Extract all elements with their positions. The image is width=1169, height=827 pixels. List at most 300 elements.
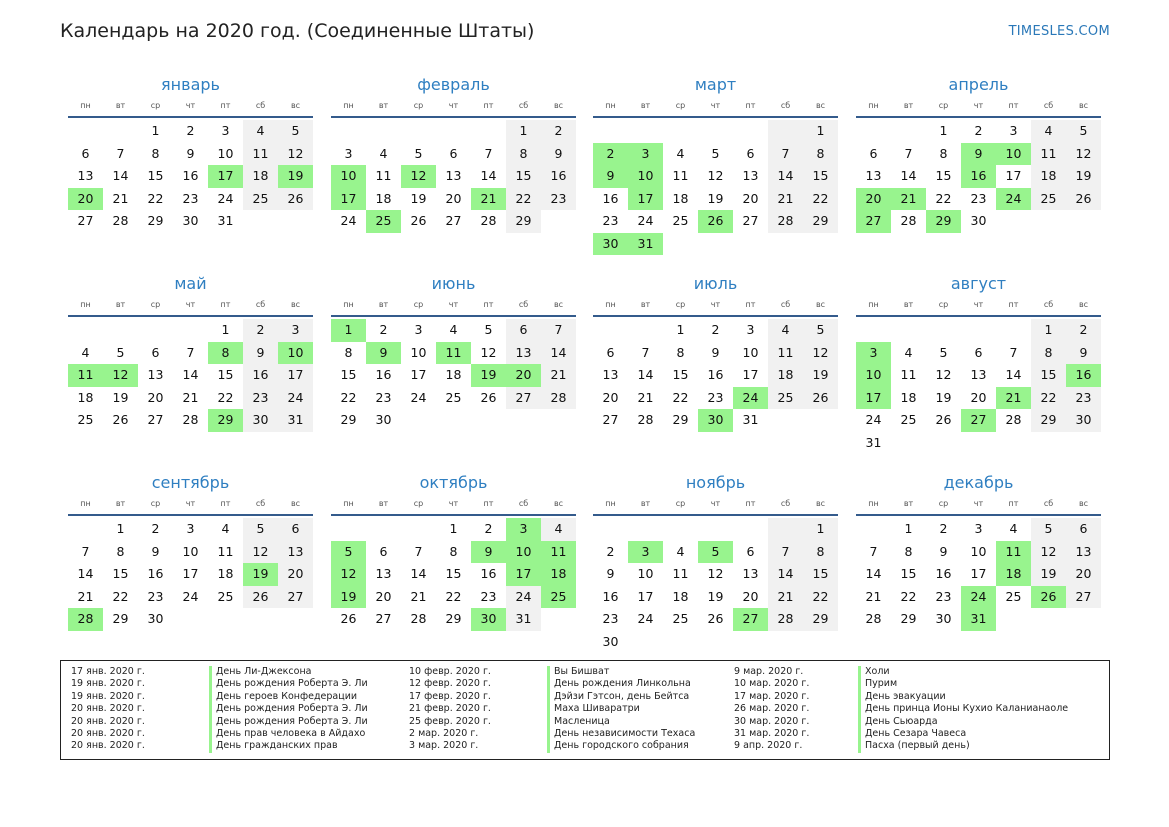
holiday-day[interactable]: 31 <box>961 608 996 631</box>
day-cell[interactable]: 21 <box>768 586 803 609</box>
day-cell[interactable]: 22 <box>217 389 234 405</box>
day-cell[interactable]: 24 <box>637 611 654 626</box>
holiday-day[interactable]: 17 <box>331 188 366 211</box>
day-cell[interactable]: 25 <box>77 412 94 427</box>
day-cell[interactable]: 8 <box>939 145 948 161</box>
day-cell[interactable]: 14 <box>410 566 427 581</box>
holiday-day[interactable]: 16 <box>1066 364 1101 387</box>
holiday-day[interactable]: 30 <box>698 409 733 432</box>
holiday-day[interactable]: 24 <box>733 387 768 410</box>
day-cell[interactable]: 23 <box>182 190 199 206</box>
day-cell[interactable]: 4 <box>1031 120 1066 143</box>
day-cell[interactable]: 9 <box>186 145 195 161</box>
day-cell[interactable]: 1 <box>116 521 125 536</box>
day-cell[interactable]: 12 <box>1066 143 1101 166</box>
day-cell[interactable]: 24 <box>865 412 882 427</box>
day-cell[interactable]: 22 <box>672 389 689 405</box>
day-cell[interactable]: 1 <box>939 123 948 138</box>
day-cell[interactable]: 8 <box>904 543 913 559</box>
day-cell[interactable]: 2 <box>243 319 278 342</box>
day-cell[interactable]: 21 <box>182 389 199 405</box>
day-cell[interactable]: 3 <box>344 145 353 161</box>
day-cell[interactable]: 12 <box>803 342 838 365</box>
holiday-day[interactable]: 12 <box>331 563 366 586</box>
holiday-day[interactable]: 3 <box>506 518 541 541</box>
holiday-day[interactable]: 8 <box>208 342 243 365</box>
day-cell[interactable]: 29 <box>147 213 164 228</box>
day-cell[interactable]: 8 <box>1031 342 1066 365</box>
day-cell[interactable]: 26 <box>480 389 497 405</box>
day-cell[interactable]: 23 <box>243 387 278 410</box>
day-cell[interactable]: 25 <box>768 387 803 410</box>
holiday-day[interactable]: 21 <box>471 188 506 211</box>
day-cell[interactable]: 11 <box>900 367 917 382</box>
day-cell[interactable]: 23 <box>935 588 952 604</box>
day-cell[interactable]: 19 <box>1066 165 1101 188</box>
holiday-day[interactable]: 31 <box>628 233 663 256</box>
day-cell[interactable]: 8 <box>116 543 125 559</box>
day-cell[interactable]: 21 <box>410 588 427 604</box>
day-cell[interactable]: 24 <box>217 190 234 206</box>
day-cell[interactable]: 21 <box>768 188 803 211</box>
holiday-day[interactable]: 10 <box>856 364 891 387</box>
holiday-day[interactable]: 27 <box>856 210 891 233</box>
holiday-day[interactable]: 17 <box>628 188 663 211</box>
day-cell[interactable]: 11 <box>768 342 803 365</box>
day-cell[interactable]: 17 <box>637 588 654 604</box>
day-cell[interactable]: 31 <box>742 412 759 427</box>
day-cell[interactable]: 11 <box>375 168 392 183</box>
day-cell[interactable]: 28 <box>1005 412 1022 427</box>
holiday-day[interactable]: 18 <box>996 563 1031 586</box>
day-cell[interactable]: 4 <box>768 319 803 342</box>
day-cell[interactable]: 18 <box>375 190 392 206</box>
day-cell[interactable]: 7 <box>904 145 913 161</box>
day-cell[interactable]: 2 <box>939 521 948 536</box>
holiday-day[interactable]: 1 <box>331 319 366 342</box>
day-cell[interactable]: 30 <box>375 412 392 427</box>
holiday-day[interactable]: 29 <box>208 409 243 432</box>
day-cell[interactable]: 28 <box>637 412 654 427</box>
holiday-day[interactable]: 19 <box>243 563 278 586</box>
day-cell[interactable]: 10 <box>410 344 427 360</box>
day-cell[interactable]: 23 <box>480 588 497 604</box>
day-cell[interactable]: 19 <box>707 588 724 604</box>
holiday-day[interactable]: 10 <box>506 541 541 564</box>
day-cell[interactable]: 4 <box>1009 521 1018 536</box>
holiday-day[interactable]: 21 <box>996 387 1031 410</box>
holiday-day[interactable]: 11 <box>996 541 1031 564</box>
day-cell[interactable]: 7 <box>869 543 878 559</box>
day-cell[interactable]: 11 <box>672 168 689 183</box>
day-cell[interactable]: 8 <box>676 344 685 360</box>
day-cell[interactable]: 2 <box>484 521 493 536</box>
day-cell[interactable]: 21 <box>541 364 576 387</box>
day-cell[interactable]: 17 <box>410 367 427 382</box>
day-cell[interactable]: 24 <box>182 588 199 604</box>
day-cell[interactable]: 13 <box>970 367 987 382</box>
day-cell[interactable]: 26 <box>707 611 724 626</box>
day-cell[interactable]: 7 <box>541 319 576 342</box>
day-cell[interactable]: 14 <box>1005 367 1022 382</box>
day-cell[interactable]: 18 <box>243 165 278 188</box>
day-cell[interactable]: 14 <box>768 165 803 188</box>
holiday-day[interactable]: 17 <box>208 165 243 188</box>
day-cell[interactable]: 4 <box>449 322 458 337</box>
day-cell[interactable]: 27 <box>445 213 462 228</box>
day-cell[interactable]: 13 <box>445 168 462 183</box>
day-cell[interactable]: 6 <box>746 543 755 559</box>
day-cell[interactable]: 17 <box>182 566 199 581</box>
day-cell[interactable]: 25 <box>672 213 689 228</box>
day-cell[interactable]: 16 <box>375 367 392 382</box>
day-cell[interactable]: 21 <box>112 190 129 206</box>
day-cell[interactable]: 2 <box>1066 319 1101 342</box>
holiday-day[interactable]: 3 <box>628 541 663 564</box>
day-cell[interactable]: 10 <box>637 566 654 581</box>
day-cell[interactable]: 18 <box>672 190 689 206</box>
day-cell[interactable]: 1 <box>803 518 838 541</box>
day-cell[interactable]: 18 <box>900 389 917 405</box>
day-cell[interactable]: 9 <box>541 143 576 166</box>
holiday-day[interactable]: 20 <box>68 188 103 211</box>
day-cell[interactable]: 16 <box>602 588 619 604</box>
holiday-day[interactable]: 11 <box>541 541 576 564</box>
day-cell[interactable]: 28 <box>865 611 882 626</box>
day-cell[interactable]: 20 <box>742 190 759 206</box>
holiday-day[interactable]: 12 <box>401 165 436 188</box>
holiday-day[interactable]: 26 <box>698 210 733 233</box>
day-cell[interactable]: 7 <box>641 344 650 360</box>
day-cell[interactable]: 23 <box>970 190 987 206</box>
day-cell[interactable]: 23 <box>541 188 576 211</box>
day-cell[interactable]: 25 <box>445 389 462 405</box>
day-cell[interactable]: 14 <box>541 342 576 365</box>
day-cell[interactable]: 7 <box>116 145 125 161</box>
day-cell[interactable]: 27 <box>77 213 94 228</box>
day-cell[interactable]: 2 <box>186 123 195 138</box>
day-cell[interactable]: 12 <box>243 541 278 564</box>
holiday-day[interactable]: 24 <box>996 188 1031 211</box>
day-cell[interactable]: 8 <box>151 145 160 161</box>
day-cell[interactable]: 25 <box>672 611 689 626</box>
day-cell[interactable]: 4 <box>379 145 388 161</box>
day-cell[interactable]: 8 <box>803 541 838 564</box>
day-cell[interactable]: 13 <box>375 566 392 581</box>
day-cell[interactable]: 12 <box>707 168 724 183</box>
day-cell[interactable]: 6 <box>1066 518 1101 541</box>
day-cell[interactable]: 12 <box>935 367 952 382</box>
day-cell[interactable]: 27 <box>602 412 619 427</box>
holiday-day[interactable]: 5 <box>331 541 366 564</box>
day-cell[interactable]: 10 <box>742 344 759 360</box>
day-cell[interactable]: 7 <box>768 143 803 166</box>
holiday-day[interactable]: 21 <box>891 188 926 211</box>
day-cell[interactable]: 16 <box>602 190 619 206</box>
site-link[interactable]: TIMESLES.COM <box>1008 24 1110 39</box>
day-cell[interactable]: 29 <box>445 611 462 626</box>
holiday-day[interactable]: 17 <box>856 387 891 410</box>
day-cell[interactable]: 5 <box>116 344 125 360</box>
day-cell[interactable]: 27 <box>375 611 392 626</box>
day-cell[interactable]: 25 <box>1005 588 1022 604</box>
day-cell[interactable]: 2 <box>711 322 720 337</box>
day-cell[interactable]: 3 <box>1009 123 1018 138</box>
day-cell[interactable]: 11 <box>243 143 278 166</box>
holiday-day[interactable]: 5 <box>698 541 733 564</box>
day-cell[interactable]: 15 <box>340 367 357 382</box>
holiday-day[interactable]: 20 <box>856 188 891 211</box>
day-cell[interactable]: 6 <box>449 145 458 161</box>
day-cell[interactable]: 9 <box>711 344 720 360</box>
holiday-day[interactable]: 9 <box>366 342 401 365</box>
holiday-day[interactable]: 3 <box>628 143 663 166</box>
day-cell[interactable]: 19 <box>1031 563 1066 586</box>
day-cell[interactable]: 1 <box>221 322 230 337</box>
day-cell[interactable]: 4 <box>221 521 230 536</box>
day-cell[interactable]: 9 <box>151 543 160 559</box>
day-cell[interactable]: 4 <box>243 120 278 143</box>
day-cell[interactable]: 12 <box>1031 541 1066 564</box>
day-cell[interactable]: 27 <box>1066 586 1101 609</box>
day-cell[interactable]: 7 <box>1009 344 1018 360</box>
day-cell[interactable]: 14 <box>637 367 654 382</box>
day-cell[interactable]: 12 <box>707 566 724 581</box>
day-cell[interactable]: 15 <box>803 563 838 586</box>
holiday-day[interactable]: 9 <box>593 165 628 188</box>
day-cell[interactable]: 30 <box>970 213 987 228</box>
day-cell[interactable]: 14 <box>768 563 803 586</box>
day-cell[interactable]: 5 <box>278 120 313 143</box>
day-cell[interactable]: 17 <box>1005 168 1022 183</box>
day-cell[interactable]: 24 <box>637 213 654 228</box>
holiday-day[interactable]: 2 <box>593 143 628 166</box>
day-cell[interactable]: 27 <box>742 213 759 228</box>
day-cell[interactable]: 23 <box>602 213 619 228</box>
holiday-day[interactable]: 10 <box>331 165 366 188</box>
day-cell[interactable]: 20 <box>375 588 392 604</box>
holiday-day[interactable]: 19 <box>331 586 366 609</box>
day-cell[interactable]: 1 <box>1031 319 1066 342</box>
holiday-day[interactable]: 10 <box>278 342 313 365</box>
day-cell[interactable]: 30 <box>602 633 619 649</box>
day-cell[interactable]: 22 <box>112 588 129 604</box>
holiday-day[interactable]: 26 <box>1031 586 1066 609</box>
day-cell[interactable]: 22 <box>340 389 357 405</box>
day-cell[interactable]: 24 <box>340 213 357 228</box>
day-cell[interactable]: 20 <box>278 563 313 586</box>
day-cell[interactable]: 30 <box>147 611 164 626</box>
day-cell[interactable]: 7 <box>414 543 423 559</box>
day-cell[interactable]: 22 <box>803 586 838 609</box>
day-cell[interactable]: 19 <box>410 190 427 206</box>
day-cell[interactable]: 20 <box>445 190 462 206</box>
day-cell[interactable]: 5 <box>803 319 838 342</box>
day-cell[interactable]: 14 <box>865 566 882 581</box>
day-cell[interactable]: 6 <box>869 145 878 161</box>
day-cell[interactable]: 28 <box>182 412 199 427</box>
day-cell[interactable]: 15 <box>900 566 917 581</box>
day-cell[interactable]: 1 <box>676 322 685 337</box>
day-cell[interactable]: 28 <box>480 213 497 228</box>
day-cell[interactable]: 24 <box>410 389 427 405</box>
day-cell[interactable]: 5 <box>711 145 720 161</box>
day-cell[interactable]: 6 <box>606 344 615 360</box>
day-cell[interactable]: 8 <box>344 344 353 360</box>
holiday-day[interactable]: 30 <box>593 233 628 256</box>
day-cell[interactable]: 23 <box>602 611 619 626</box>
day-cell[interactable]: 15 <box>112 566 129 581</box>
day-cell[interactable]: 14 <box>112 168 129 183</box>
day-cell[interactable]: 1 <box>151 123 160 138</box>
day-cell[interactable]: 15 <box>445 566 462 581</box>
day-cell[interactable]: 31 <box>506 608 541 631</box>
day-cell[interactable]: 26 <box>410 213 427 228</box>
day-cell[interactable]: 5 <box>414 145 423 161</box>
day-cell[interactable]: 15 <box>803 165 838 188</box>
day-cell[interactable]: 22 <box>445 588 462 604</box>
day-cell[interactable]: 21 <box>77 588 94 604</box>
day-cell[interactable]: 11 <box>217 543 234 559</box>
day-cell[interactable]: 6 <box>151 344 160 360</box>
day-cell[interactable]: 31 <box>278 409 313 432</box>
day-cell[interactable]: 11 <box>672 566 689 581</box>
holiday-day[interactable]: 19 <box>471 364 506 387</box>
day-cell[interactable]: 27 <box>278 586 313 609</box>
day-cell[interactable]: 10 <box>970 543 987 559</box>
day-cell[interactable]: 10 <box>217 145 234 161</box>
holiday-day[interactable]: 16 <box>961 165 996 188</box>
day-cell[interactable]: 4 <box>676 543 685 559</box>
day-cell[interactable]: 6 <box>974 344 983 360</box>
day-cell[interactable]: 29 <box>803 608 838 631</box>
day-cell[interactable]: 21 <box>637 389 654 405</box>
day-cell[interactable]: 13 <box>147 367 164 382</box>
day-cell[interactable]: 28 <box>900 213 917 228</box>
day-cell[interactable]: 18 <box>768 364 803 387</box>
day-cell[interactable]: 26 <box>935 412 952 427</box>
day-cell[interactable]: 6 <box>379 543 388 559</box>
day-cell[interactable]: 5 <box>243 518 278 541</box>
day-cell[interactable]: 13 <box>602 367 619 382</box>
day-cell[interactable]: 20 <box>1066 563 1101 586</box>
day-cell[interactable]: 19 <box>935 389 952 405</box>
day-cell[interactable]: 17 <box>278 364 313 387</box>
holiday-day[interactable]: 12 <box>103 364 138 387</box>
holiday-day[interactable]: 9 <box>471 541 506 564</box>
holiday-day[interactable]: 20 <box>506 364 541 387</box>
day-cell[interactable]: 10 <box>182 543 199 559</box>
day-cell[interactable]: 15 <box>217 367 234 382</box>
day-cell[interactable]: 4 <box>541 518 576 541</box>
day-cell[interactable]: 21 <box>865 588 882 604</box>
day-cell[interactable]: 3 <box>414 322 423 337</box>
day-cell[interactable]: 16 <box>147 566 164 581</box>
day-cell[interactable]: 22 <box>803 188 838 211</box>
holiday-day[interactable]: 11 <box>436 342 471 365</box>
day-cell[interactable]: 20 <box>970 389 987 405</box>
day-cell[interactable]: 18 <box>1031 165 1066 188</box>
day-cell[interactable]: 16 <box>541 165 576 188</box>
day-cell[interactable]: 26 <box>340 611 357 626</box>
day-cell[interactable]: 29 <box>506 210 541 233</box>
day-cell[interactable]: 29 <box>900 611 917 626</box>
day-cell[interactable]: 23 <box>147 588 164 604</box>
holiday-day[interactable]: 27 <box>733 608 768 631</box>
day-cell[interactable]: 29 <box>112 611 129 626</box>
day-cell[interactable]: 28 <box>768 608 803 631</box>
day-cell[interactable]: 24 <box>506 586 541 609</box>
day-cell[interactable]: 6 <box>81 145 90 161</box>
holiday-day[interactable]: 10 <box>996 143 1031 166</box>
day-cell[interactable]: 8 <box>506 143 541 166</box>
day-cell[interactable]: 16 <box>182 168 199 183</box>
day-cell[interactable]: 26 <box>112 412 129 427</box>
holiday-day[interactable]: 30 <box>471 608 506 631</box>
day-cell[interactable]: 25 <box>217 588 234 604</box>
day-cell[interactable]: 25 <box>900 412 917 427</box>
day-cell[interactable]: 28 <box>112 213 129 228</box>
day-cell[interactable]: 4 <box>904 344 913 360</box>
day-cell[interactable]: 20 <box>147 389 164 405</box>
day-cell[interactable]: 13 <box>77 168 94 183</box>
day-cell[interactable]: 9 <box>606 566 615 581</box>
day-cell[interactable]: 28 <box>541 387 576 410</box>
day-cell[interactable]: 17 <box>742 367 759 382</box>
day-cell[interactable]: 5 <box>484 322 493 337</box>
holiday-day[interactable]: 3 <box>856 342 891 365</box>
day-cell[interactable]: 3 <box>221 123 230 138</box>
day-cell[interactable]: 13 <box>742 168 759 183</box>
day-cell[interactable]: 19 <box>112 389 129 405</box>
day-cell[interactable]: 15 <box>147 168 164 183</box>
day-cell[interactable]: 5 <box>1066 120 1101 143</box>
day-cell[interactable]: 2 <box>974 123 983 138</box>
day-cell[interactable]: 30 <box>1066 409 1101 432</box>
day-cell[interactable]: 29 <box>672 412 689 427</box>
day-cell[interactable]: 31 <box>217 213 234 228</box>
day-cell[interactable]: 8 <box>803 143 838 166</box>
day-cell[interactable]: 2 <box>541 120 576 143</box>
day-cell[interactable]: 28 <box>768 210 803 233</box>
day-cell[interactable]: 8 <box>449 543 458 559</box>
day-cell[interactable]: 23 <box>707 389 724 405</box>
day-cell[interactable]: 9 <box>243 342 278 365</box>
day-cell[interactable]: 6 <box>278 518 313 541</box>
day-cell[interactable]: 12 <box>278 143 313 166</box>
day-cell[interactable]: 28 <box>410 611 427 626</box>
day-cell[interactable]: 22 <box>147 190 164 206</box>
day-cell[interactable]: 26 <box>803 387 838 410</box>
day-cell[interactable]: 4 <box>676 145 685 161</box>
day-cell[interactable]: 29 <box>803 210 838 233</box>
day-cell[interactable]: 12 <box>480 344 497 360</box>
day-cell[interactable]: 16 <box>707 367 724 382</box>
day-cell[interactable]: 30 <box>243 409 278 432</box>
day-cell[interactable]: 3 <box>278 319 313 342</box>
holiday-day[interactable]: 24 <box>961 586 996 609</box>
holiday-day[interactable]: 27 <box>961 409 996 432</box>
day-cell[interactable]: 6 <box>506 319 541 342</box>
day-cell[interactable]: 6 <box>746 145 755 161</box>
day-cell[interactable]: 3 <box>186 521 195 536</box>
day-cell[interactable]: 7 <box>484 145 493 161</box>
day-cell[interactable]: 7 <box>768 541 803 564</box>
holiday-day[interactable]: 28 <box>68 608 103 631</box>
day-cell[interactable]: 2 <box>151 521 160 536</box>
day-cell[interactable]: 27 <box>506 387 541 410</box>
day-cell[interactable]: 14 <box>900 168 917 183</box>
